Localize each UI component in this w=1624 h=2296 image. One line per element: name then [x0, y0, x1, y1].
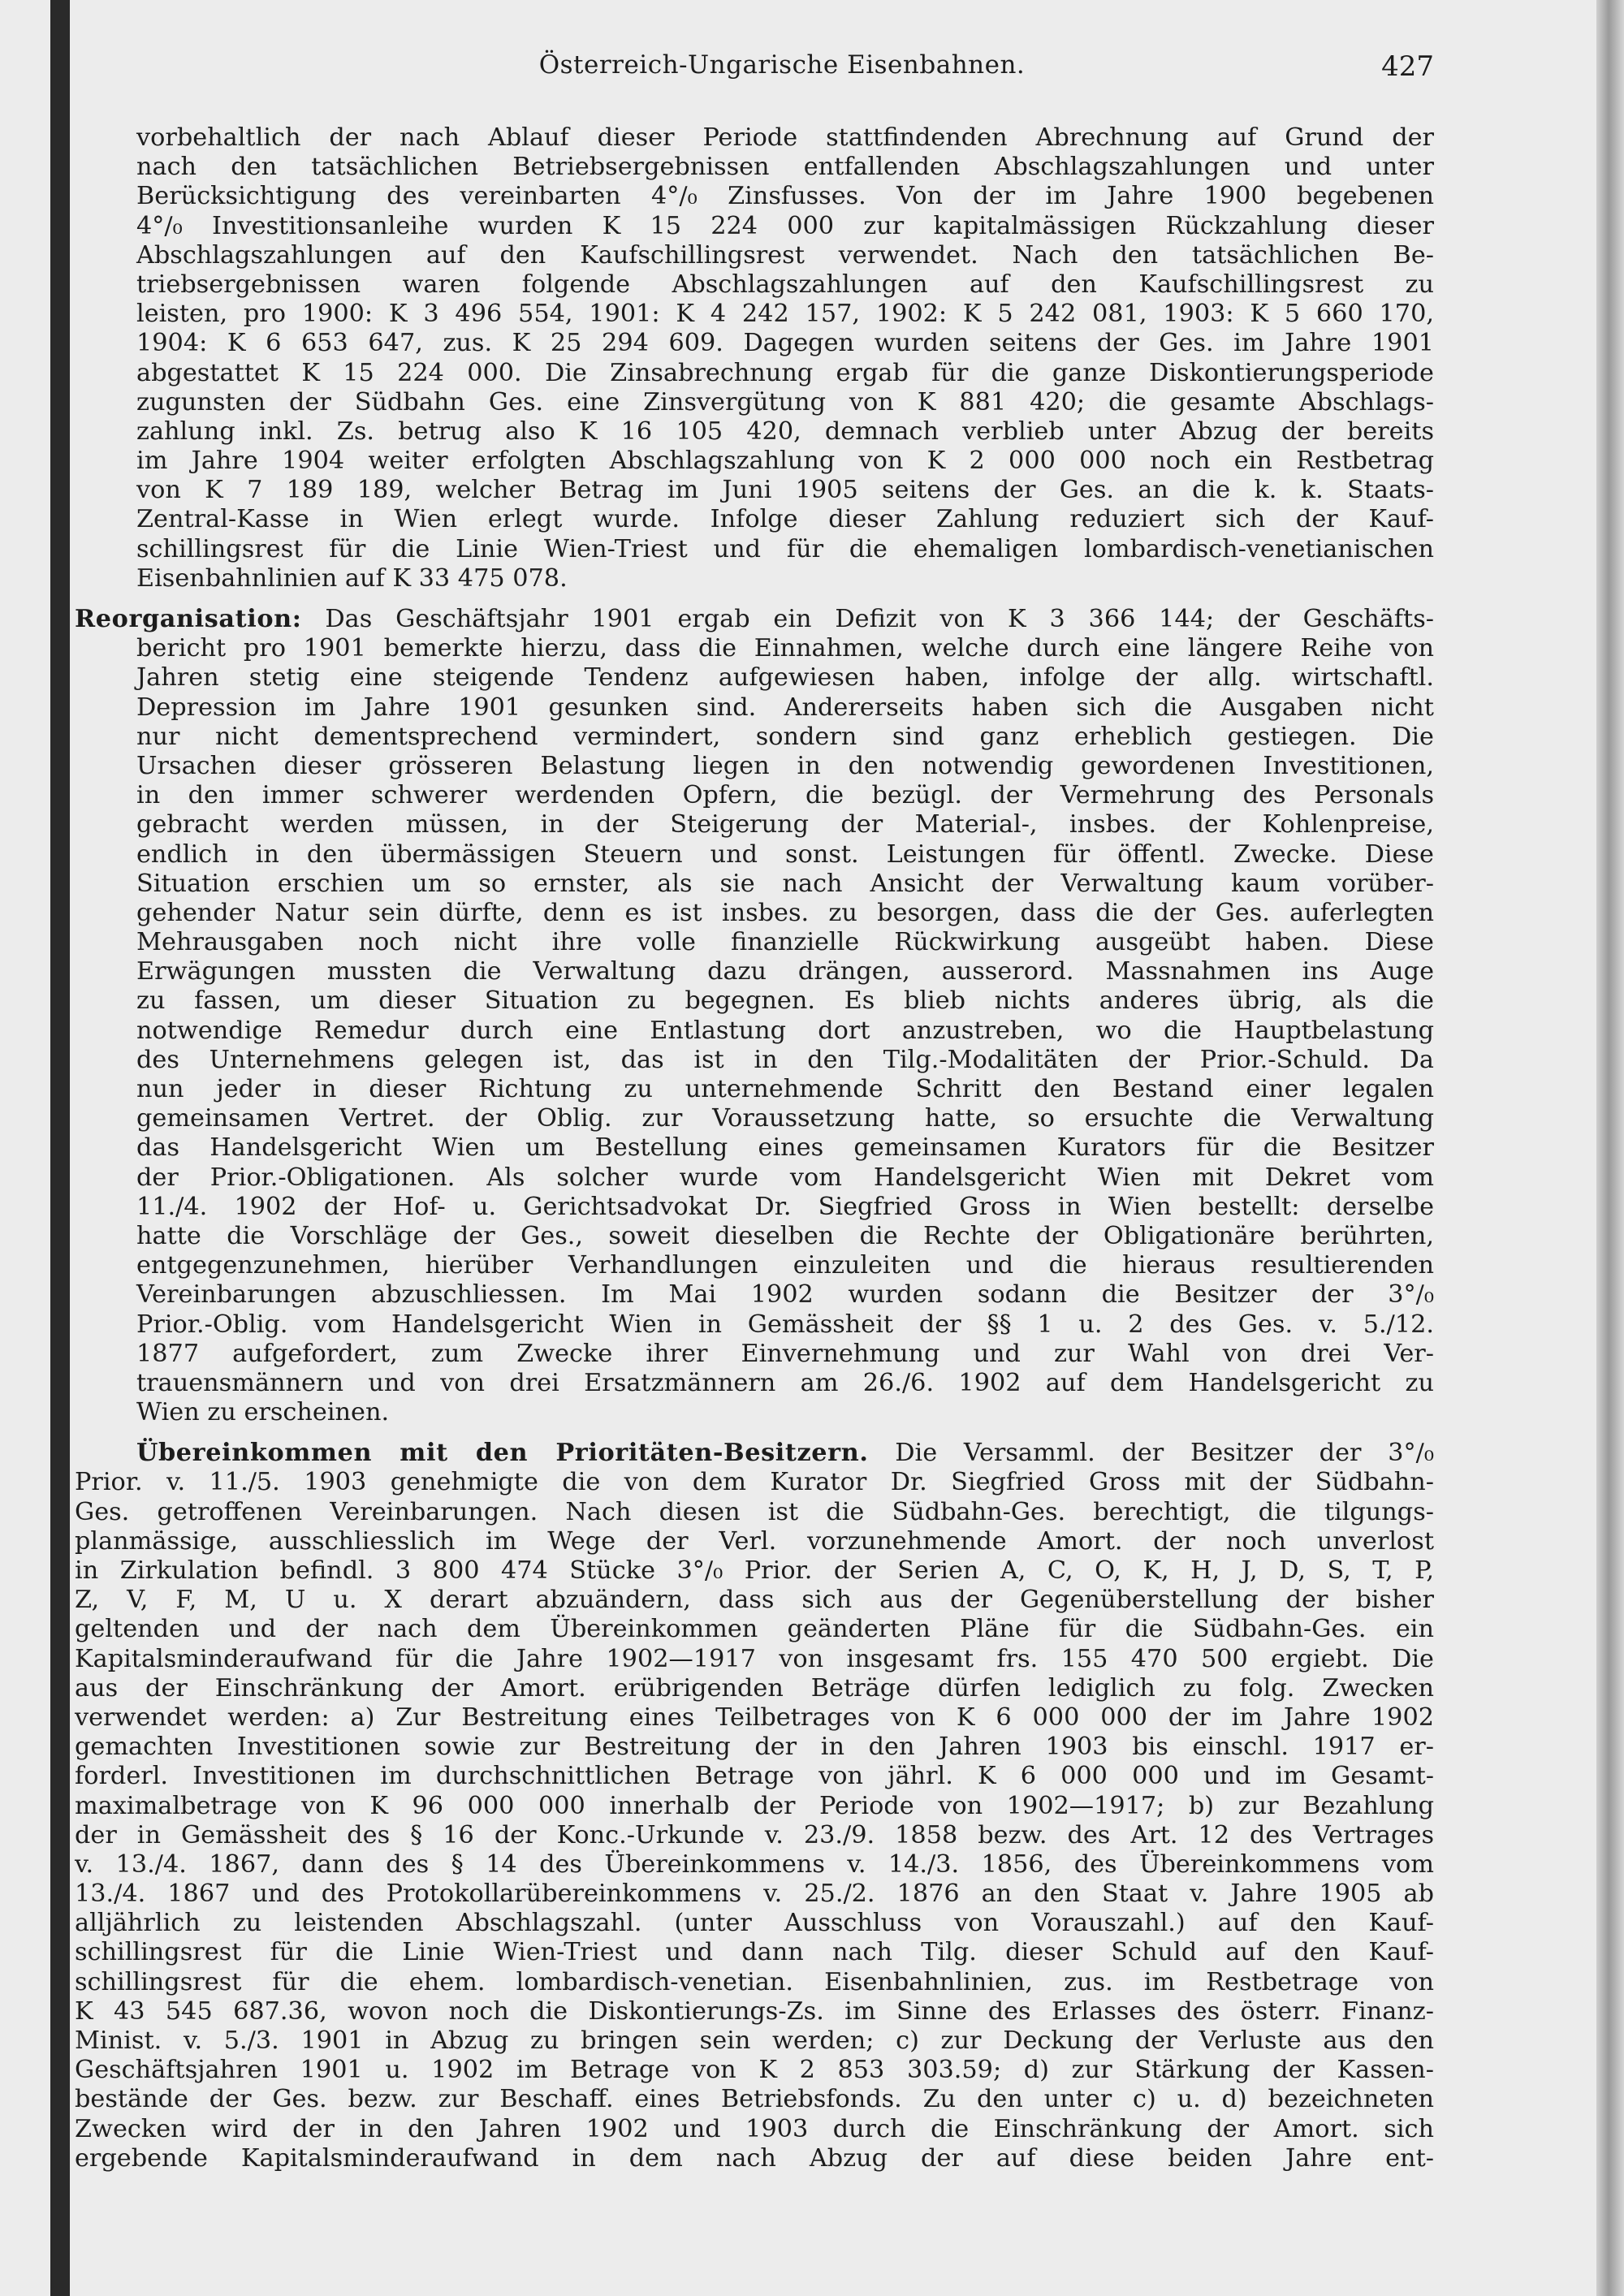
text-line: gemeinsamen Vertret. der Oblig. zur Voraussetzung hatte, so ersuchte die Verwaltung [136, 1104, 1434, 1133]
text-line: schillingsrest für die ehem. lombardisch-venetian. Eisenbahnlinien, zus. im Restbetrage von [75, 1967, 1434, 1996]
text-line: 1904: K 6 653 647, zus. K 25 294 609. Dagegen wurden seitens der Ges. im Jahre 1901 [136, 329, 1434, 358]
text-line: Z, V, F, M, U u. X derart abzuändern, dass sich aus der Gegenüberstellung der bisher [75, 1586, 1434, 1615]
text-line: Minist. v. 5./3. 1901 in Abzug zu bringen sein werden; c) zur Deckung der Verluste aus den [75, 2026, 1434, 2055]
text-line: der Prior.-Obligationen. Als solcher wurde vom Handelsgericht Wien mit Dekret vom [136, 1163, 1434, 1192]
text-line: schillingsrest für die Linie Wien-Triest und dann nach Tilg. dieser Schuld auf den Kauf- [75, 1938, 1434, 1967]
text-line: 13./4. 1867 und des Protokollarübereinkommens v. 25./2. 1876 an den Staat v. Jahre 1905 ab [75, 1880, 1434, 1909]
text-line: Prior.-Oblig. vom Handelsgericht Wien in Gemässheit der §§ 1 u. 2 des Ges. v. 5./12. [136, 1310, 1434, 1339]
text-line: Abschlagszahlungen auf den Kaufschillingsrest verwendet. Nach den tatsächlichen Be- [136, 240, 1434, 270]
text-line: Situation erschien um so ernster, als sie nach Ansicht der Verwaltung kaum vorüber- [136, 869, 1434, 898]
text-line: Prior. v. 11./5. 1903 genehmigte die von dem Kurator Dr. Siegfried Gross mit der Südbahn- [75, 1468, 1434, 1497]
section-heading-reorganisation: Reorganisation: [75, 605, 302, 633]
running-header [130, 50, 1434, 89]
text-line: nur nicht dementsprechend vermindert, sondern sind ganz erheblich gestiegen. Die [136, 722, 1434, 751]
text-line: aus der Einschränkung der Amort. erübrigenden Beträge dürfen lediglich zu folg. Zwecken [75, 1673, 1434, 1703]
text-run: Die Versamml. der Besitzer der 3°/₀ [895, 1439, 1434, 1468]
text-line: von K 7 189 189, welcher Betrag im Juni 1905 seitens der Ges. an die k. k. Staats- [136, 476, 1434, 505]
text-line: trauensmännern und von drei Ersatzmännern am 26./6. 1902 auf dem Handelsgericht zu [136, 1368, 1434, 1397]
text-line: zahlung inkl. Zs. betrug also K 16 105 420, demnach verblieb unter Abzug der bereits [136, 416, 1434, 446]
text-line: Vereinbarungen abzuschliessen. Im Mai 1902 wurden sodann die Besitzer der 3°/₀ [136, 1280, 1434, 1310]
text-line: 4°/₀ Investitionsanleihe wurden K 15 224 000 zur kapitalmässigen Rückzahlung dieser [136, 211, 1434, 240]
text-line: Jahren stetig eine steigende Tendenz aufgewiesen haben, infolge der allg. wirtschaftl. [136, 663, 1434, 693]
text-line: in den immer schwerer werdenden Opfern, die bezügl. der Vermehrung des Personals [136, 781, 1434, 810]
text-line: Wien zu erscheinen. [136, 1398, 390, 1427]
text-line: nach den tatsächlichen Betriebsergebnissen entfallenden Abschlagszahlungen und unter [136, 153, 1434, 182]
paragraph-reorganisation [75, 605, 1434, 1427]
text-line: schillingsrest für die Linie Wien-Triest und für die ehemaligen lombardisch-venetianischen [136, 534, 1434, 563]
text-line: bericht pro 1901 bemerkte hierzu, dass die Einnahmen, welche durch eine längere Reihe von [136, 634, 1434, 663]
paragraph-payments [136, 123, 1434, 593]
text-line: maximalbetrage von K 96 000 000 innerhalb der Periode von 1902—1917; b) zur Bezahlung [75, 1791, 1434, 1820]
paragraph-agreement [75, 1439, 1434, 2173]
page-number: 427 [1381, 50, 1434, 83]
body-text [75, 123, 1434, 2173]
text-line: Kapitalsminderaufwand für die Jahre 1902—1917 von insgesamt frs. 155 470 500 ergiebt. Die [75, 1644, 1434, 1673]
text-line [75, 605, 1434, 634]
text-line: der in Gemässheit des § 16 der Konc.-Urkunde v. 23./9. 1858 bezw. des Art. 12 des Vertrages [75, 1820, 1434, 1849]
text-line: ergebende Kapitalsminderaufwand in dem nach Abzug der auf diese beiden Jahre ent- [75, 2143, 1434, 2173]
text-line: Eisenbahnlinien auf K 33 475 078. [136, 563, 568, 593]
text-line: in Zirkulation befindl. 3 800 474 Stücke 3°/₀ Prior. der Serien A, C, O, K, H, J, D, S, T, P, [75, 1556, 1434, 1585]
text-line: bestände der Ges. bezw. zur Beschaff. eines Betriebsfonds. Zu den unter c) u. d) bezeichneten [75, 2085, 1434, 2114]
text-line: Erwägungen mussten die Verwaltung dazu drängen, ausserord. Massnahmen ins Auge [136, 957, 1434, 986]
text-line: Mehrausgaben noch nicht ihre volle finanzielle Rückwirkung ausgeübt haben. Diese [136, 928, 1434, 957]
text-line: hatte die Vorschläge der Ges., soweit dieselben die Rechte der Obligationäre berührten, [136, 1221, 1434, 1250]
section-heading-agreement: Übereinkommen mit den Prioritäten-Besitzern. [136, 1439, 869, 1468]
text-line: nun jeder in dieser Richtung zu unternehmende Schritt den Bestand einer legalen [136, 1075, 1434, 1103]
text-line: das Handelsgericht Wien um Bestellung eines gemeinsamen Kurators für die Besitzer [136, 1133, 1434, 1163]
text-line: gebracht werden müssen, in der Steigerung der Material-, insbes. der Kohlenpreise, [136, 810, 1434, 839]
text-line [136, 1439, 1434, 1468]
text-line: planmässige, ausschliesslich im Wege der Verl. vorzunehmende Amort. der noch unverlost [75, 1526, 1434, 1556]
text-line: gemachten Investitionen sowie zur Bestreitung der in den Jahren 1903 bis einschl. 1917 er- [75, 1733, 1434, 1762]
text-line: K 43 545 687.36, wovon noch die Diskontierungs-Zs. im Sinne des Erlasses des österr. Finanz- [75, 1996, 1434, 2026]
text-line: endlich in den übermässigen Steuern und sonst. Leistungen für öffentl. Zwecke. Diese [136, 839, 1434, 869]
text-line: 11./4. 1902 der Hof- u. Gerichtsadvokat Dr. Siegfried Gross in Wien bestellt: derselbe [136, 1192, 1434, 1221]
text-line: zugunsten der Südbahn Ges. eine Zinsvergütung von K 881 420; die gesamte Abschlags- [136, 387, 1434, 416]
text-line: geltenden und der nach dem Übereinkommen geänderten Pläne für die Südbahn-Ges. ein [75, 1615, 1434, 1644]
text-line: im Jahre 1904 weiter erfolgten Abschlagszahlung von K 2 000 000 noch ein Restbetrag [136, 447, 1434, 476]
text-line: alljährlich zu leistenden Abschlagszahl. (unter Ausschluss von Vorauszahl.) auf den Kauf- [75, 1909, 1434, 1938]
text-line: zu fassen, um dieser Situation zu begegnen. Es blieb nichts anderes übrig, als die [136, 986, 1434, 1016]
text-line: forderl. Investitionen im durchschnittlichen Betrage von jährl. K 6 000 000 und im Gesamt- [75, 1762, 1434, 1791]
text-line: entgegenzunehmen, hierüber Verhandlungen einzuleiten und die hieraus resultierenden [136, 1251, 1434, 1280]
text-line: vorbehaltlich der nach Ablauf dieser Periode stattfindenden Abrechnung auf Grund der [136, 123, 1434, 152]
text-run: Das Geschäftsjahr 1901 ergab ein Defizit von K 3 366 144; der Geschäfts- [325, 605, 1434, 633]
text-line: Ges. getroffenen Vereinbarungen. Nach diesen ist die Südbahn-Ges. berechtigt, die tilgungs- [75, 1497, 1434, 1526]
text-line: abgestattet K 15 224 000. Die Zinsabrechnung ergab für die ganze Diskontierungsperiode [136, 358, 1434, 387]
text-line: notwendige Remedur durch eine Entlastung dort anzustreben, wo die Hauptbelastung [136, 1016, 1434, 1045]
text-line: Depression im Jahre 1901 gesunken sind. Andererseits haben sich die Ausgaben nicht [136, 693, 1434, 722]
text-line: v. 13./4. 1867, dann des § 14 des Übereinkommens v. 14./3. 1856, des Übereinkommens vom [75, 1849, 1434, 1879]
binding-shadow-left [50, 0, 70, 2296]
text-line: verwendet werden: a) Zur Bestreitung eines Teilbetrages von K 6 000 000 der im Jahre 1902 [75, 1703, 1434, 1732]
text-line: Berücksichtigung des vereinbarten 4°/₀ Zinsfusses. Von der im Jahre 1900 begebenen [136, 182, 1434, 211]
text-line: leisten, pro 1900: K 3 496 554, 1901: K 4 242 157, 1902: K 5 242 081, 1903: K 5 660 170, [136, 300, 1434, 329]
text-line: Ursachen dieser grösseren Belastung liegen in den notwendig gewordenen Investitionen, [136, 751, 1434, 780]
running-title: Österreich-Ungarische Eisenbahnen. [538, 50, 1026, 80]
text-line: Geschäftsjahren 1901 u. 1902 im Betrage von K 2 853 303.59; d) zur Stärkung der Kassen- [75, 2056, 1434, 2085]
text-line: 1877 aufgefordert, zum Zwecke ihrer Einvernehmung und zur Wahl von drei Ver- [136, 1339, 1434, 1368]
text-line: triebsergebnissen waren folgende Abschlagszahlungen auf den Kaufschillingsrest zu [136, 270, 1434, 299]
text-line: gehender Natur sein dürfte, denn es ist insbes. zu besorgen, dass die der Ges. auferlegten [136, 898, 1434, 927]
text-line: Zentral-Kasse in Wien erlegt wurde. Infolge dieser Zahlung reduziert sich der Kauf- [136, 505, 1434, 534]
text-line: des Unternehmens gelegen ist, das ist in den Tilg.-Modalitäten der Prior.-Schuld. Da [136, 1045, 1434, 1074]
binding-shadow-right [1596, 0, 1624, 2296]
text-line: Zwecken wird der in den Jahren 1902 und 1903 durch die Einschränkung der Amort. sich [75, 2114, 1434, 2143]
